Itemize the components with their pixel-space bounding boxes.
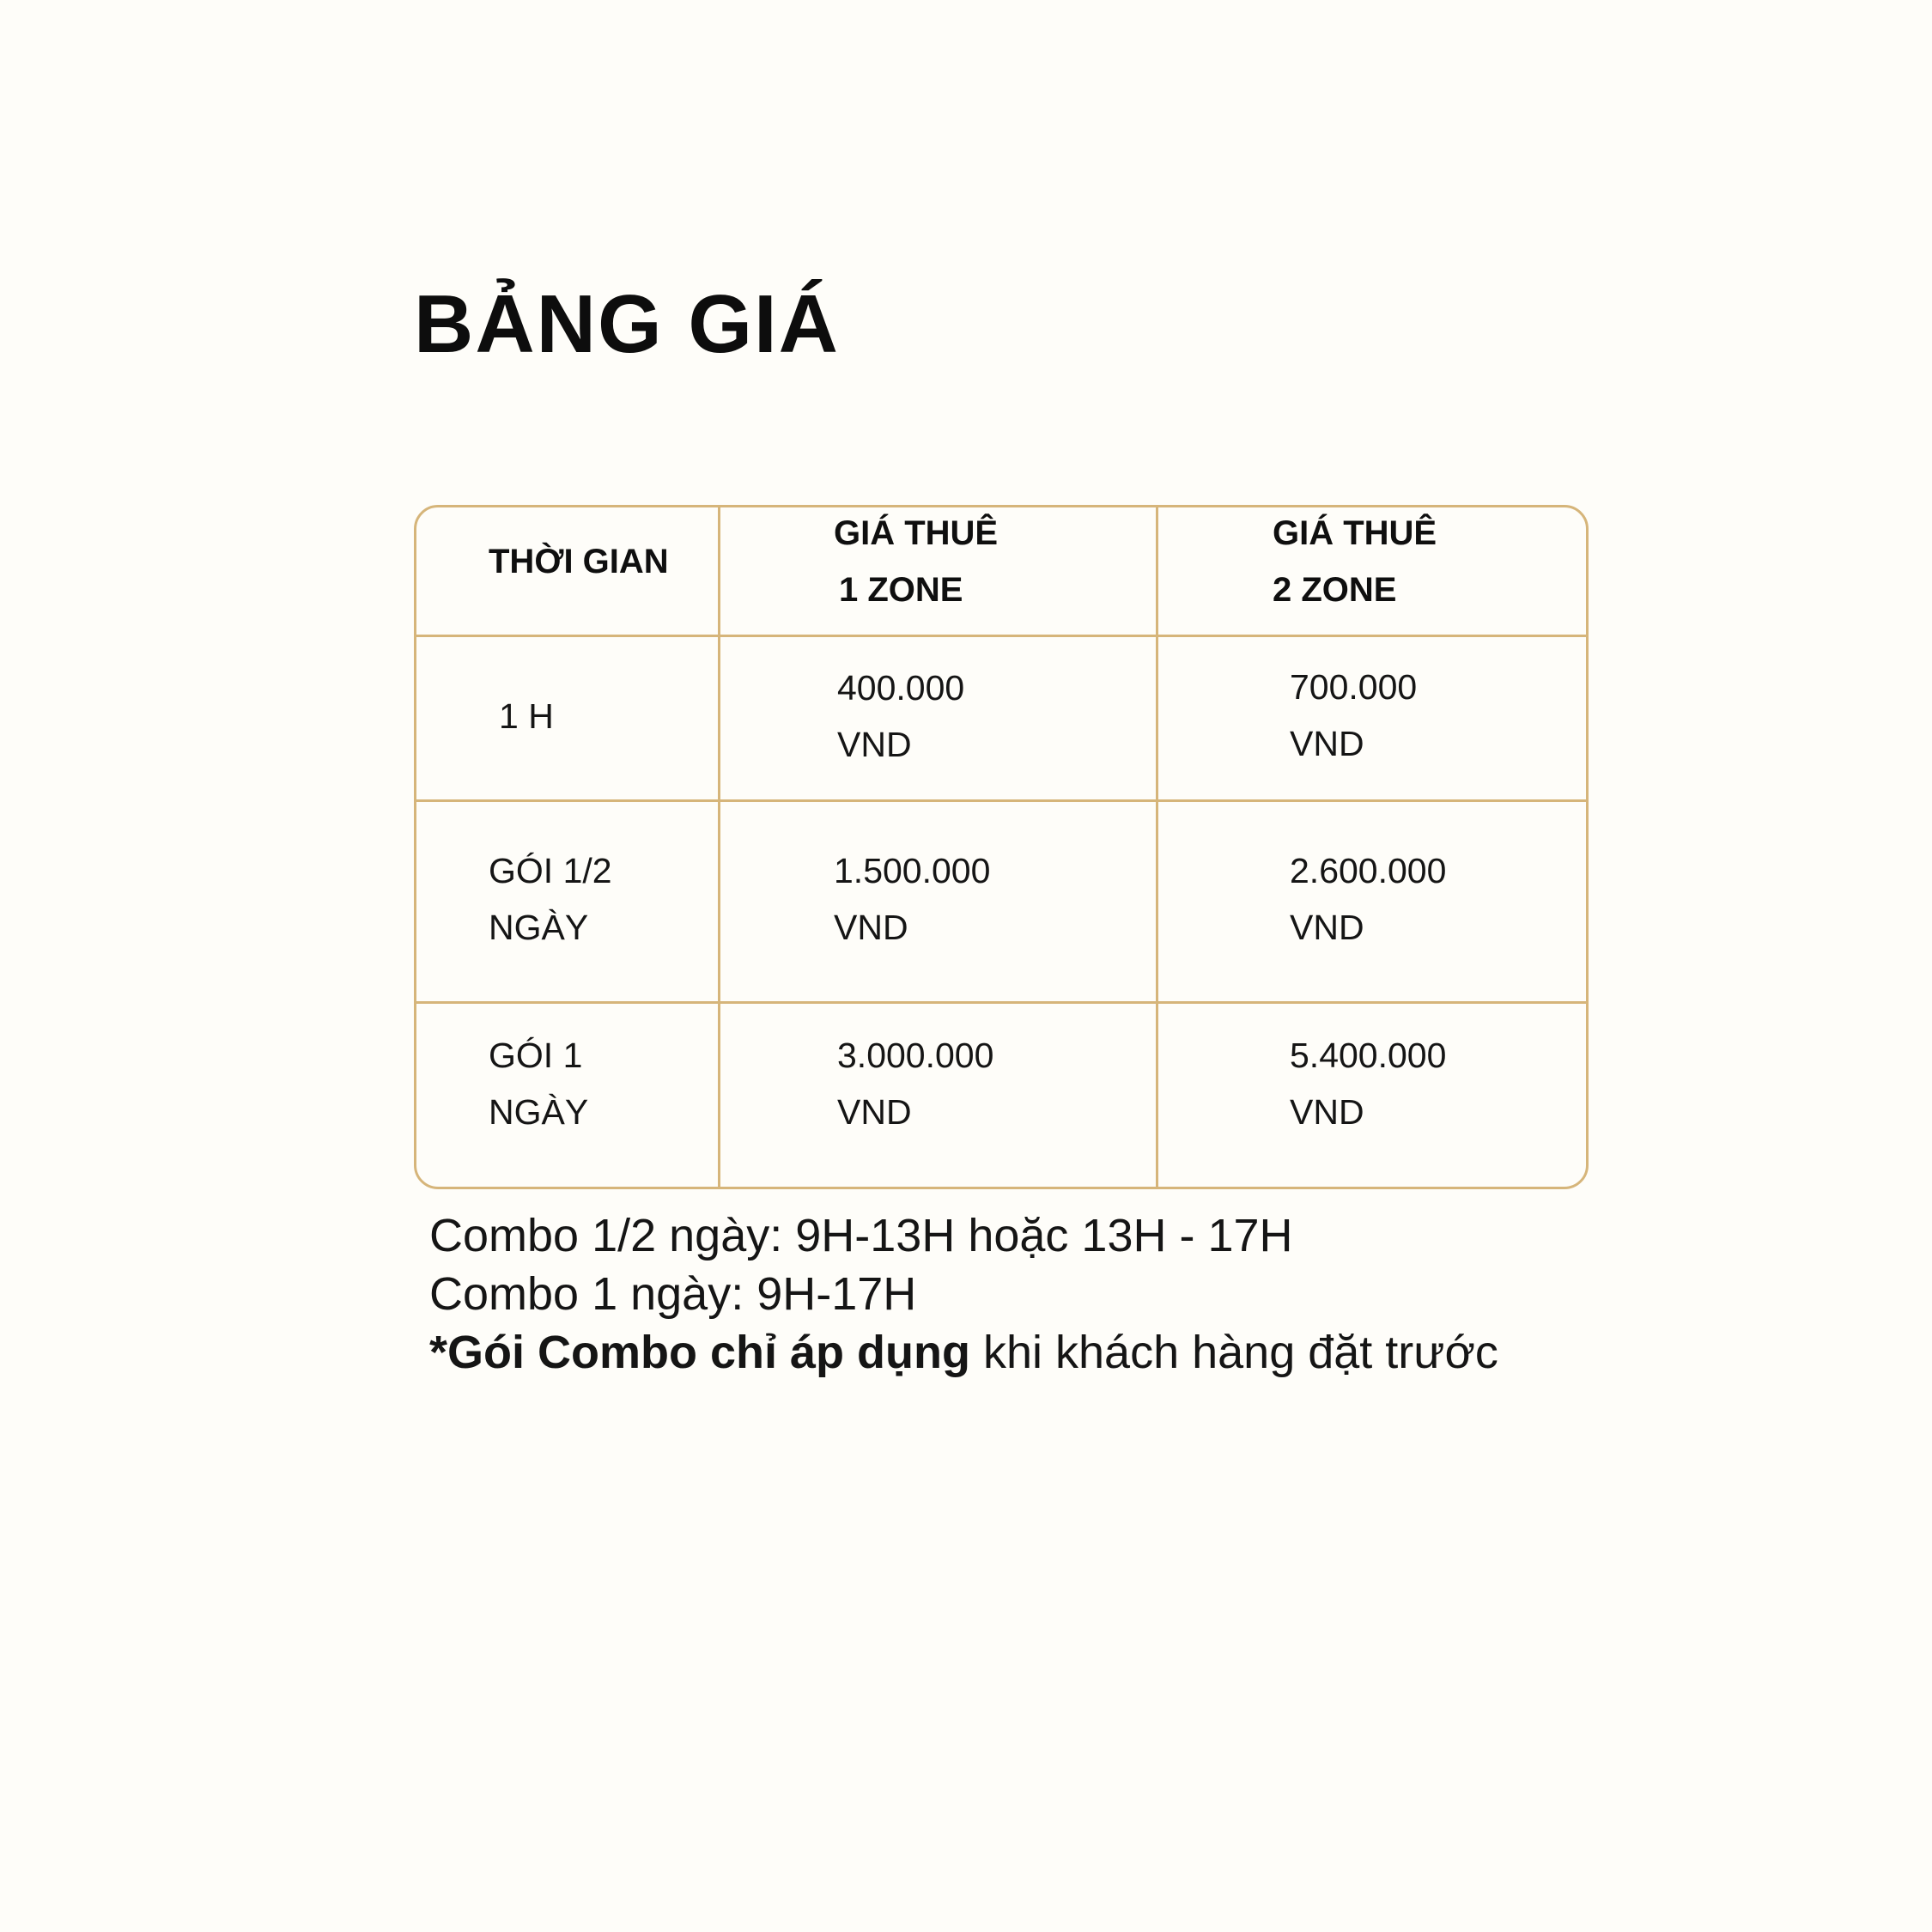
note-booking-condition-bold: *Gói Combo chỉ áp dụng [429, 1327, 970, 1378]
note-booking-condition [429, 1323, 1498, 1382]
row-3-zone1-price: 3.000.000 VND [837, 1036, 994, 1132]
notes [429, 1206, 1498, 1382]
row-divider [416, 799, 1586, 802]
column-divider [1156, 507, 1158, 1189]
header-time: THỜI GIAN [489, 543, 669, 580]
row-1-zone1-price: 400.000 VND [837, 668, 965, 764]
price-table [414, 505, 1589, 1189]
row-3-time: GÓI 1 NGÀY [489, 1036, 589, 1132]
row-3-zone2-price: 5.400.000 VND [1290, 1036, 1447, 1132]
row-2-zone1-price: 1.500.000 VND [834, 851, 991, 947]
page-title: BẢNG GIÁ [414, 278, 840, 370]
row-1-zone2-price: 700.000 VND [1290, 667, 1418, 763]
row-divider [416, 1001, 1586, 1004]
row-1-time: 1 H [499, 696, 554, 736]
column-divider [718, 507, 720, 1189]
row-divider [416, 635, 1586, 637]
note-combo-full-day: Combo 1 ngày: 9H-17H [429, 1268, 917, 1320]
note-combo-half-day: Combo 1/2 ngày: 9H-13H hoặc 13H - 17H [429, 1210, 1293, 1261]
row-2-time: GÓI 1/2 NGÀY [489, 851, 612, 947]
row-2-zone2-price: 2.600.000 VND [1290, 851, 1447, 947]
note-booking-condition-rest: khi khách hàng đặt trước [969, 1327, 1498, 1378]
header-zone1: GIÁ THUÊ 1 ZONE [834, 514, 999, 609]
header-zone2: GIÁ THUÊ 2 ZONE [1273, 514, 1437, 609]
